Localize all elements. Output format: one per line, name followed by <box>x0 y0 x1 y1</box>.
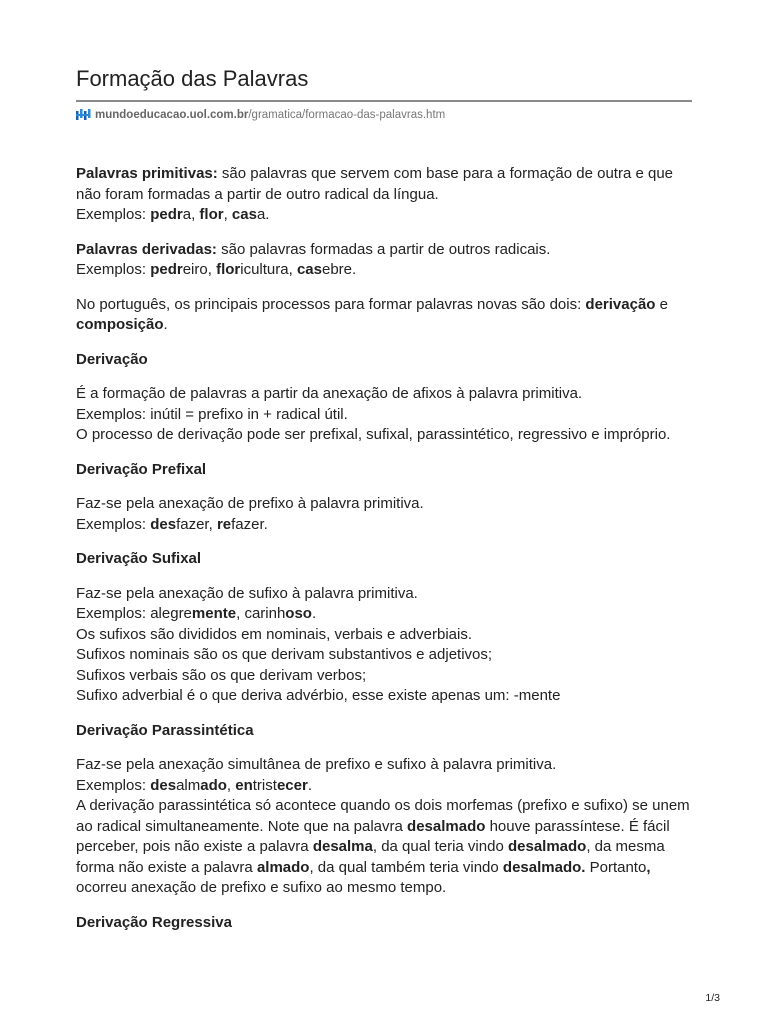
mundo-educacao-logo-icon <box>76 109 91 121</box>
paragraph-parassintetica: Faz-se pela anexação simultânea de prefixo e sufixo à palavra primitiva. Exemplos: desalmado, entristecer. A derivação parassintética só acontece quando os dois morfemas (prefixo e sufixo) se unem ao radical simultaneamente. Note que na palavra desalmado houve parassíntese. É fácil perceber, pois não existe a palavra desalma, da qual teria vindo desalmado, da mesma forma não existe a palavra almado, da qual também teria vindo desalmado. Portanto, ocorreu anexação de prefixo e sufixo ao mesmo tempo. <box>76 756 690 896</box>
paragraph-processos: No português, os principais processos para formar palavras novas são dois: derivação e composição. <box>76 295 668 333</box>
paragraph-derivacao: É a formação de palavras a partir da anexação de afixos à palavra primitiva. Exemplos: inútil = prefixo in + radical útil. O processo de derivação pode ser prefixal, sufixal, parassintético, regressivo e impróprio. <box>76 385 671 443</box>
term-derivadas: Palavras derivadas: <box>76 240 217 258</box>
title-divider <box>76 100 692 102</box>
paragraph-primitivas: Palavras primitivas: são palavras que servem com base para a formação de outra e que não foram formadas a partir de outro radical da língua. Exemplos: pedra, flor, casa. <box>76 165 674 223</box>
heading-derivacao-sufixal: Derivação Sufixal <box>76 550 202 567</box>
source-path[interactable]: /gramatica/formacao-das-palavras.htm <box>248 109 446 121</box>
paragraph-derivadas: Palavras derivadas: são palavras formadas a partir de outros radicais. Exemplos: pedreiro, floricultura, casebre. <box>76 240 551 278</box>
source-domain[interactable]: mundoeducacao.uol.com.br <box>95 109 249 121</box>
paragraph-sufixal: Faz-se pela anexação de sufixo à palavra primitiva. Exemplos: alegremente, carinhoso. Os sufixos são divididos em nominais, verbais e adverbiais. Sufixos nominais são os que derivam substantivos e adjetivos; Sufixos verbais são os que derivam verbos; Sufixo adverbial é o que deriva advérbio, esse existe apenas um: -mente <box>76 584 561 704</box>
heading-derivacao-regressiva: Derivação Regressiva <box>76 913 232 931</box>
term-primitivas: Palavras primitivas: <box>76 165 218 182</box>
source-line <box>76 107 445 123</box>
paragraph-prefixal: Faz-se pela anexação de prefixo à palavra primitiva. Exemplos: desfazer, refazer. <box>76 495 424 533</box>
heading-derivacao-parassintetica: Derivação Parassintética <box>76 721 254 739</box>
heading-derivacao-prefixal: Derivação Prefixal <box>76 460 207 478</box>
heading-derivacao: Derivação <box>76 350 148 368</box>
page-number: 1/3 <box>705 992 720 1004</box>
article-body <box>76 164 692 947</box>
page-title: Formação das Palavras <box>76 66 309 91</box>
